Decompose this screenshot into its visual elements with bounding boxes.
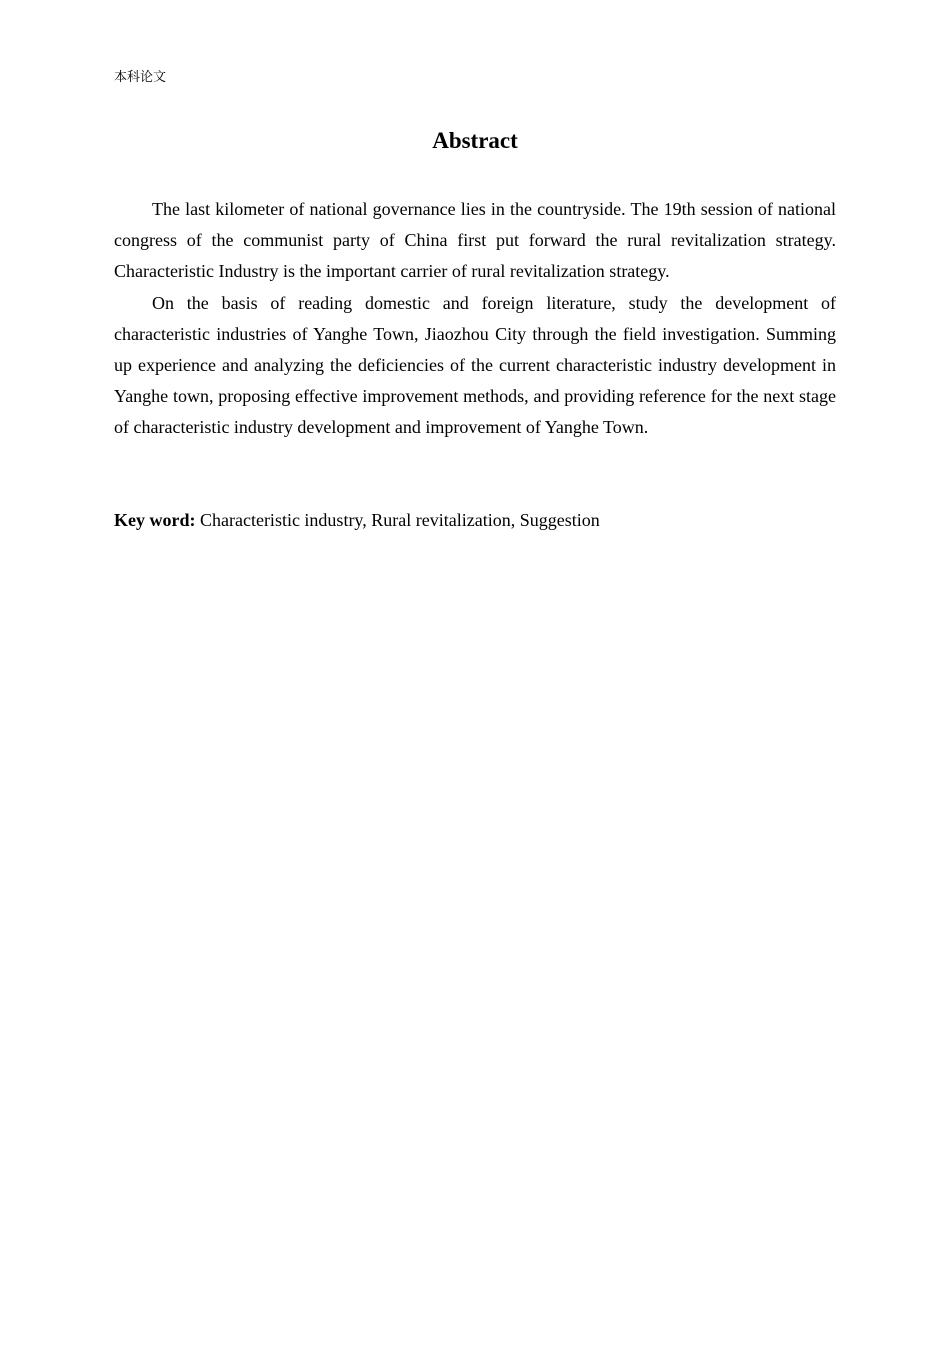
- keywords-line: [114, 505, 836, 535]
- abstract-body: [114, 194, 836, 444]
- abstract-paragraph-1: The last kilometer of national governance lies in the countryside. The 19th session of national congress of the communist party of China first put forward the rural revitalization strategy. Characteristic Industry is the important carrier of rural revitalization strategy.: [114, 199, 836, 282]
- running-header: 本科论文: [114, 70, 167, 85]
- keywords-value: Characteristic industry, Rural revitalization, Suggestion: [199, 510, 600, 530]
- keywords-label: Key word:: [114, 510, 196, 530]
- page-title: Abstract: [432, 128, 518, 153]
- abstract-paragraph-2: On the basis of reading domestic and foreign literature, study the development of characteristic industries of Yanghe Town, Jiaozhou City through the field investigation. Summing up experience and analyzing the deficiencies of the current characteristic industry development in Yanghe town, proposing effective improvement methods, and providing reference for the next stage of characteristic industry development and improvement of Yanghe Town.: [114, 292, 836, 438]
